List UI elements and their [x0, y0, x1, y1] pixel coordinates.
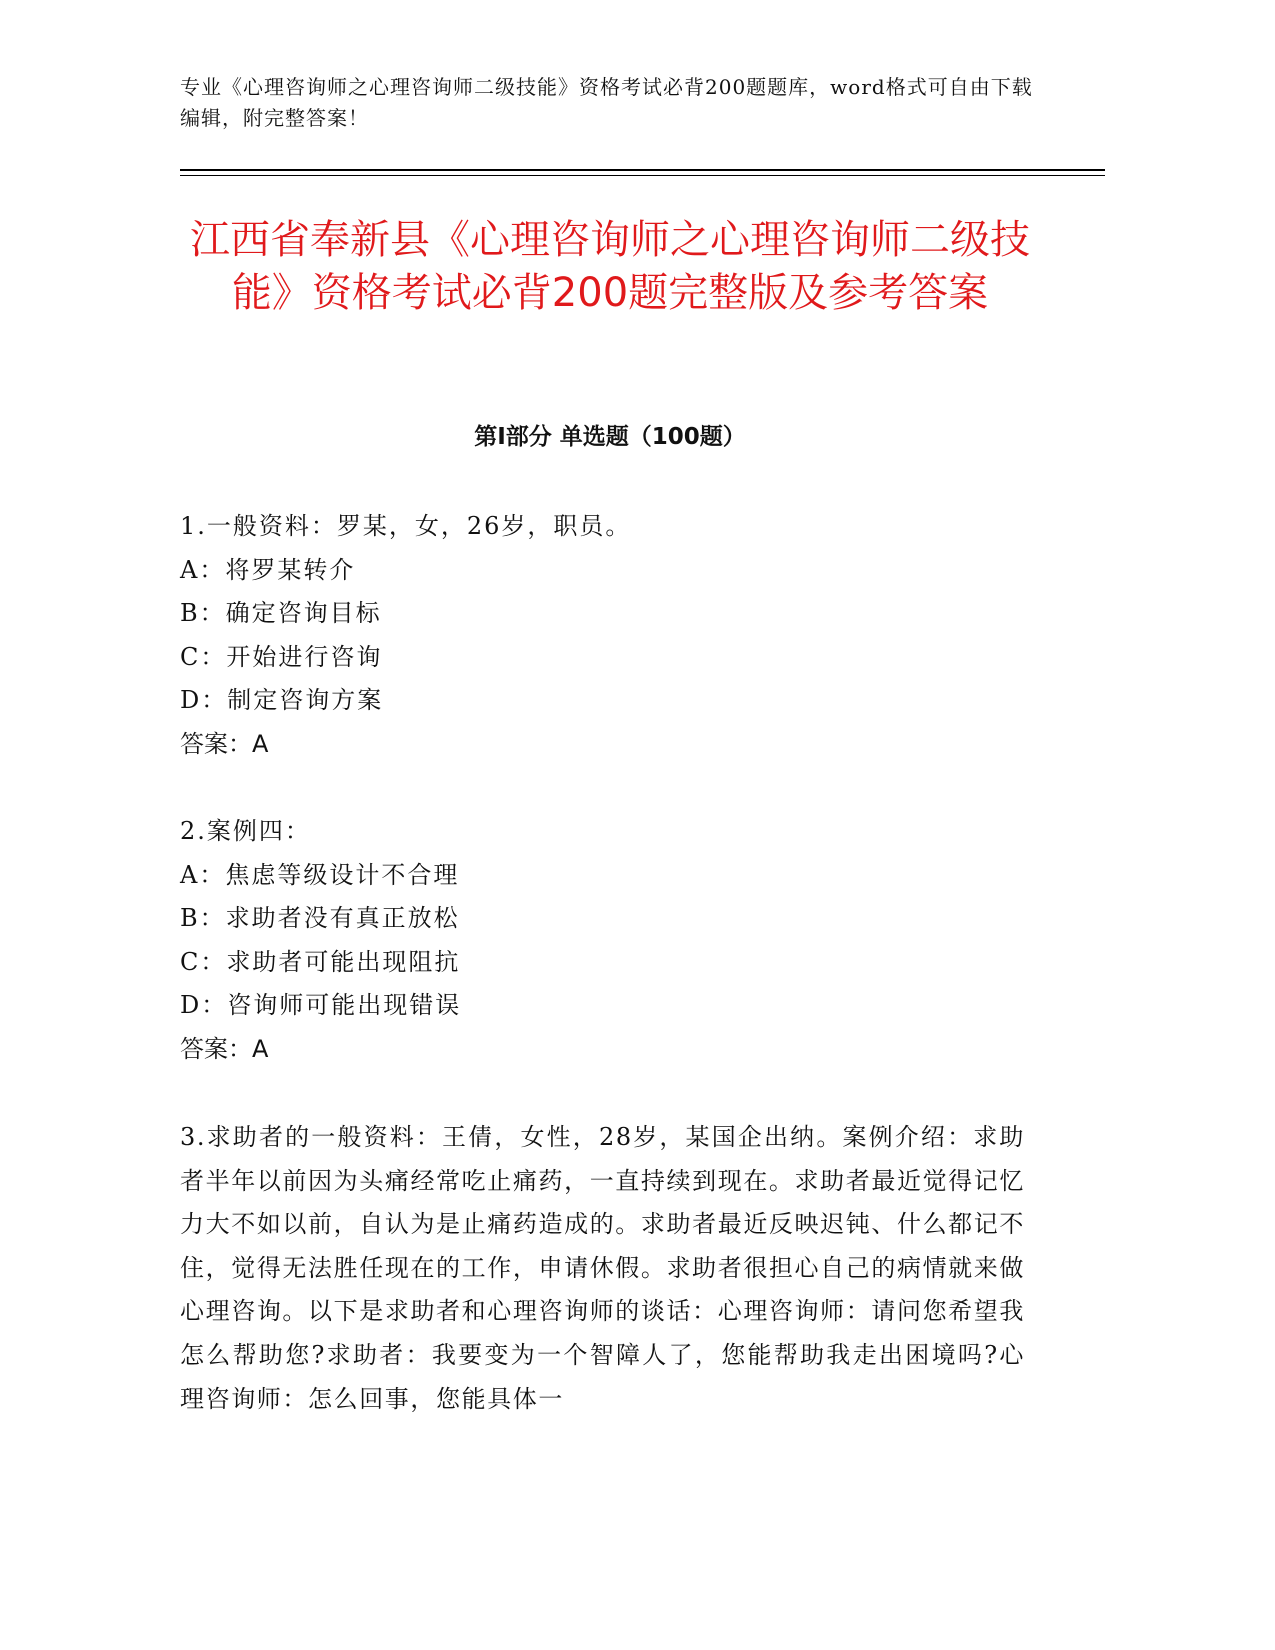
option-a: A：将罗某转介 [180, 555, 356, 584]
document-title: 江西省奉新县《心理咨询师之心理咨询师二级技能》资格考试必背200题完整版及参考答案 [190, 217, 1030, 316]
answer-label: 答案：A [180, 729, 269, 758]
option-d: D：制定咨询方案 [180, 686, 384, 714]
option-d: D：咨询师可能出现错误 [180, 991, 462, 1019]
option-c: C：开始进行咨询 [180, 642, 383, 671]
header-divider-thick [180, 169, 1105, 171]
question-1 [180, 505, 1040, 766]
option-c: C：求助者可能出现阻抗 [180, 947, 461, 976]
question-3-text: 3.求助者的一般资料：王倩，女性，28岁，某国企出纳。案例介绍：求助者半年以前因为头痛经常吃止痛药，一直持续到现在。求助者最近觉得记忆力大不如以前，自认为是止痛药造成的。求助者最近反映迟钝、什么都记不住，觉得无法胜任现在的工作，申请休假。求助者很担心自己的病情就来做心理咨询。以下是求助者和心理咨询师的谈话：心理咨询师：请问您希望我怎么帮助您?求助者：我要变为一个智障人了，您能帮助我走出困境吗?心理咨询师：怎么回事，您能具体一 [180, 1123, 1025, 1413]
header-intro: 专业《心理咨询师之心理咨询师二级技能》资格考试必背200题题库，word格式可自由下载编辑，附完整答案！ [180, 75, 1033, 130]
answer-label: 答案：A [180, 1034, 269, 1063]
question-2 [180, 810, 1040, 1071]
option-b: B：确定咨询目标 [180, 599, 382, 627]
question-stem: 2.案例四： [180, 817, 311, 845]
option-b: B：求助者没有真正放松 [180, 904, 460, 932]
section-heading: 第I部分 单选题（100题） [474, 424, 746, 450]
question-stem: 1.一般资料：罗某，女，26岁，职员。 [180, 512, 632, 540]
header-divider-thin [180, 175, 1105, 176]
option-a: A：焦虑等级设计不合理 [180, 860, 460, 889]
